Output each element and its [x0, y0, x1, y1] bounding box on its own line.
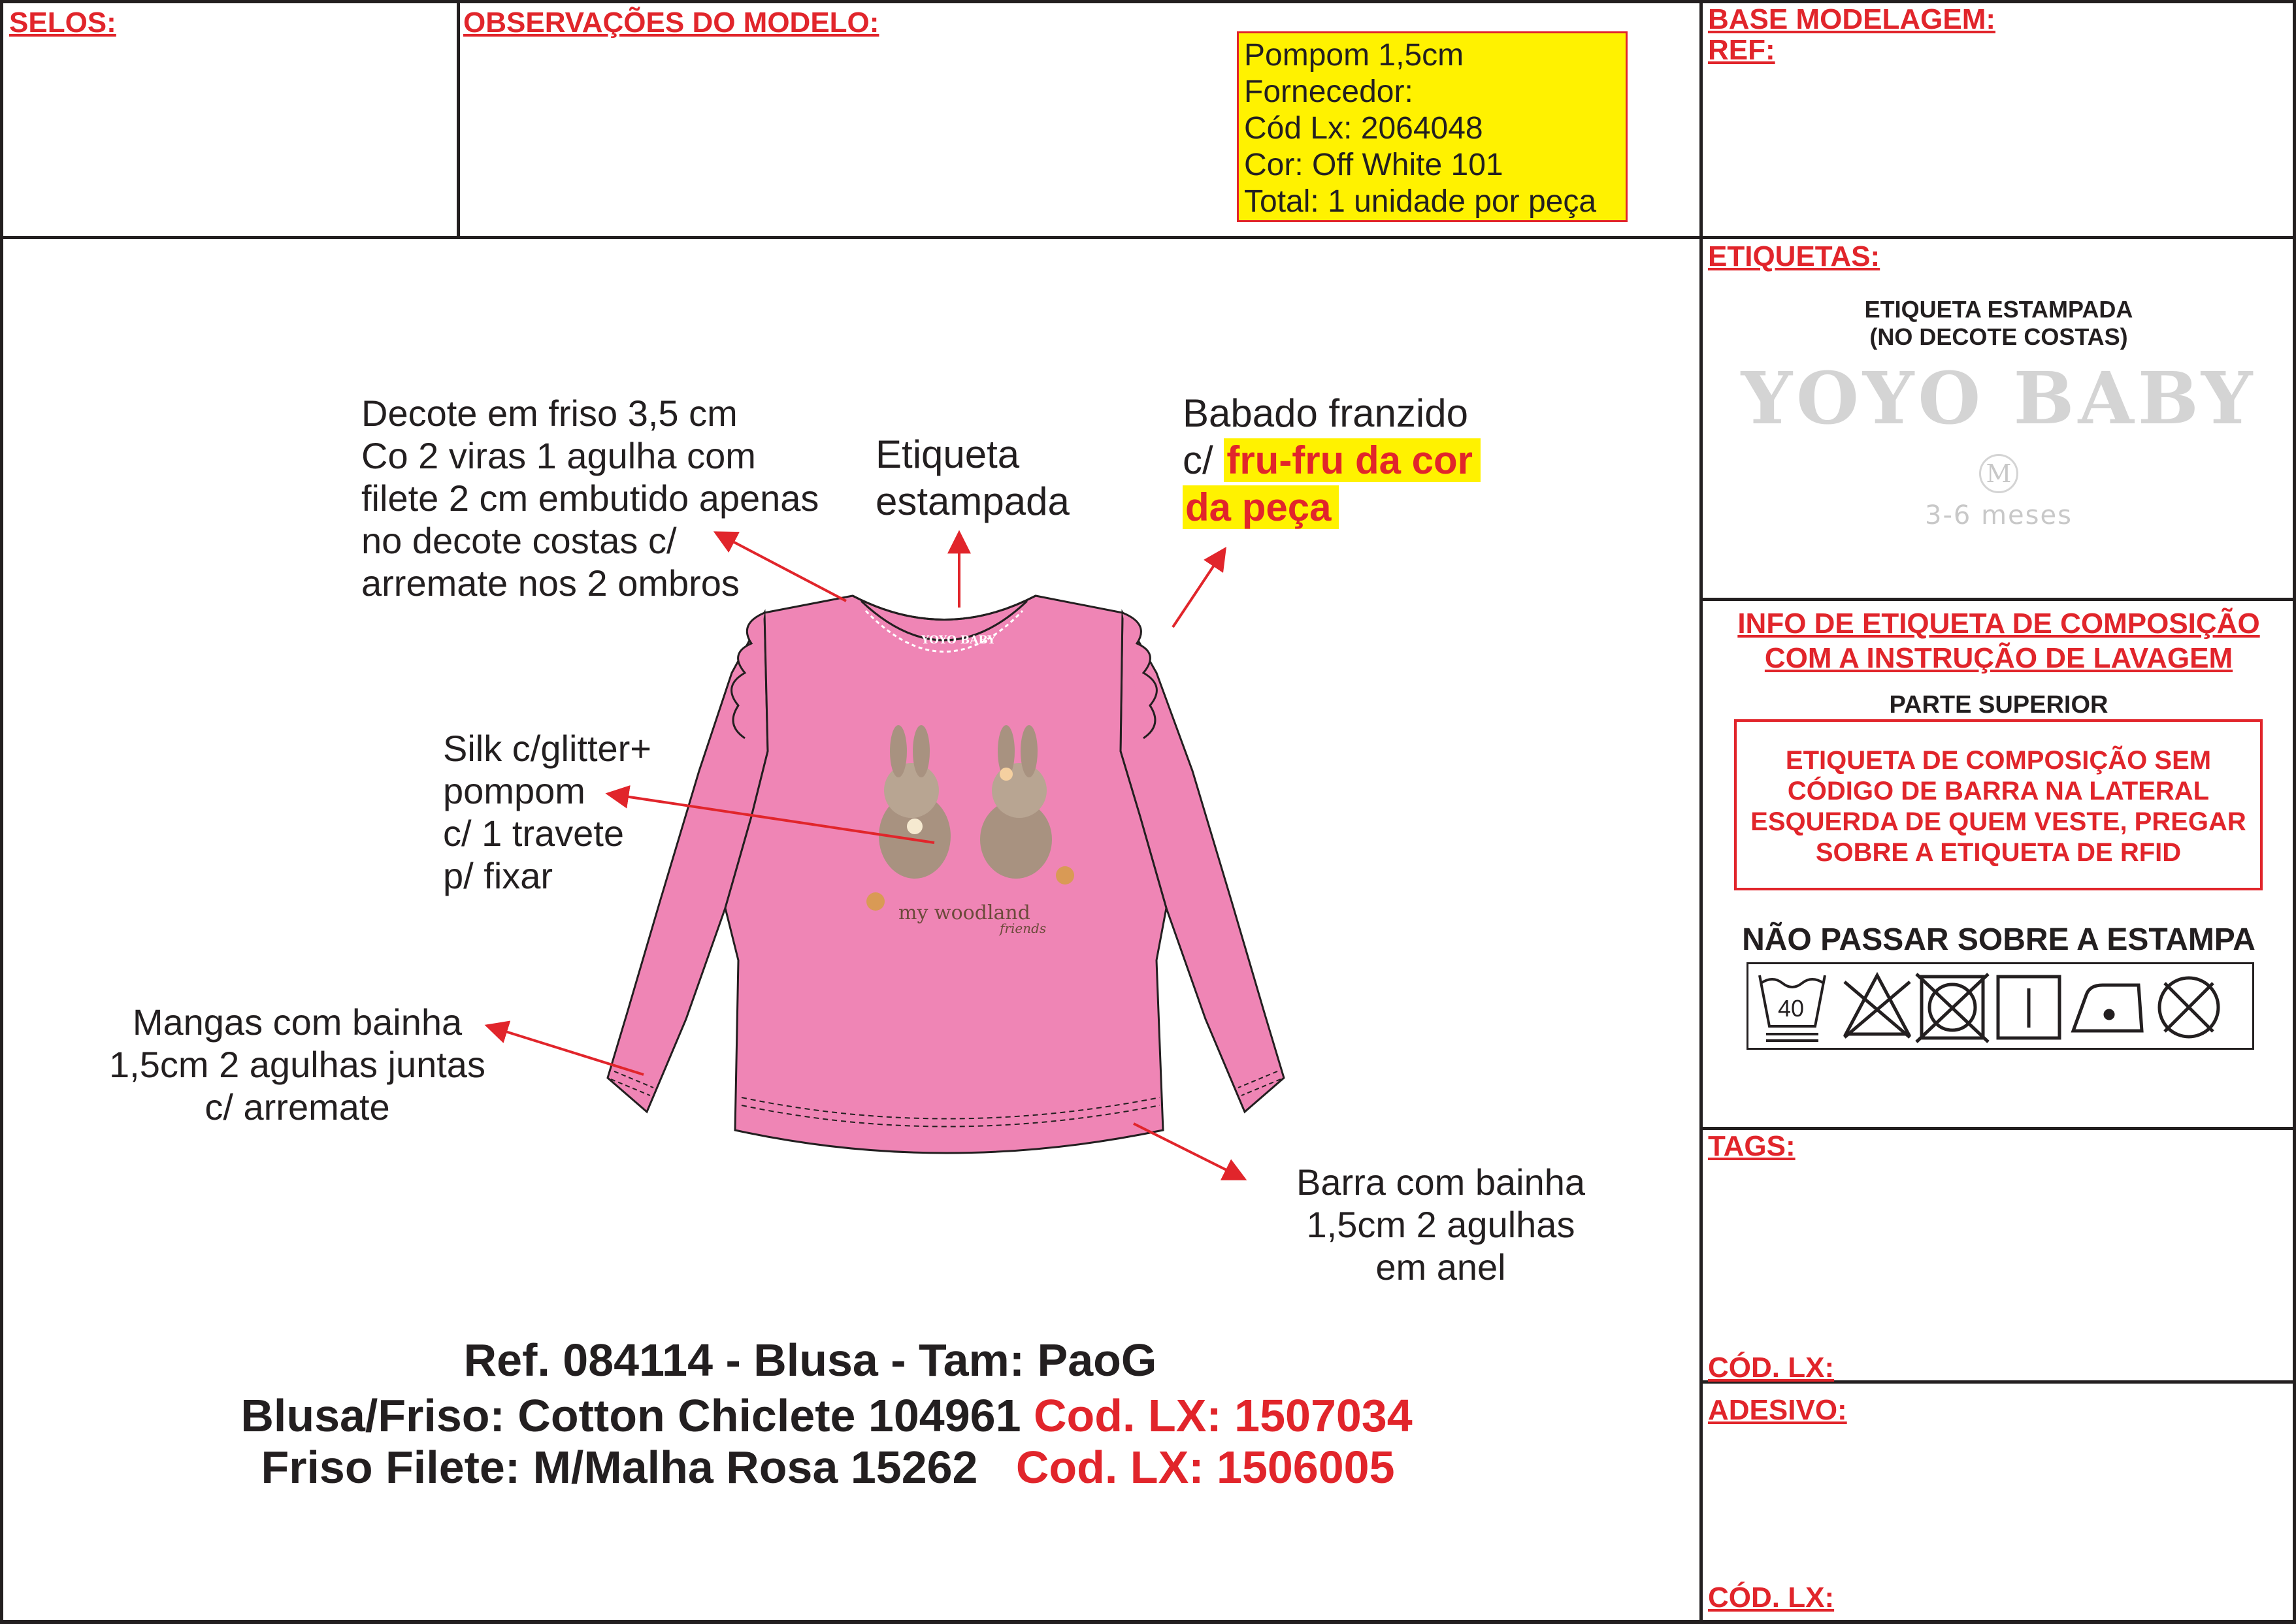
etiqueta-title-1: ETIQUETA ESTAMPADA	[1864, 296, 2133, 323]
cod-lx-label-adesivo: CÓD. LX:	[1708, 1582, 1835, 1614]
model-ref-line: Ref. 084114 - Blusa - Tam: PaoG	[463, 1335, 1157, 1386]
print-text-sub: friends	[1000, 920, 1047, 936]
size-badge: M	[1979, 454, 2018, 493]
pompom-line: Total: 1 unidade por peça	[1244, 184, 1597, 219]
annotation-barra: Barra com bainha 1,5cm 2 agulhas em anel	[1296, 1161, 1585, 1288]
no-dry-clean-icon	[2159, 978, 2218, 1037]
etiquetas-label: ETIQUETAS:	[1708, 240, 1880, 272]
no-tumble-dry-icon	[1916, 974, 1988, 1042]
line-dry-icon	[1998, 977, 2059, 1038]
no-bleach-icon	[1845, 975, 1910, 1037]
pompom-line: Cor: Off White 101	[1244, 148, 1503, 182]
pompom-line: Cód Lx: 2064048	[1244, 111, 1483, 146]
tags-label: TAGS:	[1708, 1130, 1796, 1162]
nao-passar-warning: NÃO PASSAR SOBRE A ESTAMPA	[1742, 922, 2255, 957]
print-text-main: my woodland	[898, 901, 1030, 924]
iron-low-icon	[2073, 985, 2142, 1031]
parte-superior: PARTE SUPERIOR	[1889, 691, 2108, 719]
fabric-line: Blusa/Friso: Cotton Chiclete 104961 Cod. LX: 1507034	[240, 1390, 1413, 1441]
observacoes-label: OBSERVAÇÕES DO MODELO:	[463, 7, 879, 39]
adesivo-label: ADESIVO:	[1708, 1394, 1847, 1426]
base-modelagem-label: BASE MODELAGEM:	[1708, 3, 1995, 35]
cod-lx-label: CÓD. LX:	[1708, 1352, 1835, 1384]
neck-label-text: YOYO BABY	[921, 634, 996, 647]
svg-text:40: 40	[1778, 995, 1805, 1022]
annotation-silk: Silk c/glitter+ pompom c/ 1 travete p/ fixar	[443, 728, 651, 896]
shirt-body	[725, 596, 1166, 1153]
annotation-mangas: Mangas com bainha 1,5cm 2 agulhas juntas c/ arremate	[109, 1001, 485, 1128]
wash-40-icon	[1760, 975, 1825, 1041]
annotation-babado: Babado franzido c/ fru-fru da cor da peça	[1183, 390, 1481, 531]
pompom-line: Pompom 1,5cm	[1244, 38, 1464, 73]
info-composicao-label-1: INFO DE ETIQUETA DE COMPOSIÇÃO	[1737, 608, 2260, 640]
brand-logo: YOYO BABY	[1741, 356, 2257, 440]
size-range: 3-6 meses	[1925, 500, 2073, 530]
selos-label: SELOS:	[9, 7, 116, 39]
info-composicao-label-2: COM A INSTRUÇÃO DE LAVAGEM	[1764, 642, 2233, 674]
ref-label: REF:	[1708, 34, 1775, 66]
composicao-box-text: ETIQUETA DE COMPOSIÇÃO SEM CÓDIGO DE BARRA NA LATERAL ESQUERDA DE QUEM VESTE, PREGAR SOBRE A ETIQUETA DE RFID	[1750, 746, 2246, 867]
annotation-etiqueta: Etiqueta estampada	[876, 432, 1070, 523]
annotation-decote: Decote em friso 3,5 cm Co 2 viras 1 agulha com filete 2 cm embutido apenas no decote costas c/ arremate nos 2 ombros	[361, 393, 819, 604]
etiqueta-title-2: (NO DECOTE COSTAS)	[1869, 323, 2128, 350]
pompom-line: Fornecedor:	[1244, 74, 1413, 109]
care-symbols	[1747, 962, 2254, 1050]
trim-line: Friso Filete: M/Malha Rosa 15262 Cod. LX: 1506005	[261, 1442, 1395, 1493]
